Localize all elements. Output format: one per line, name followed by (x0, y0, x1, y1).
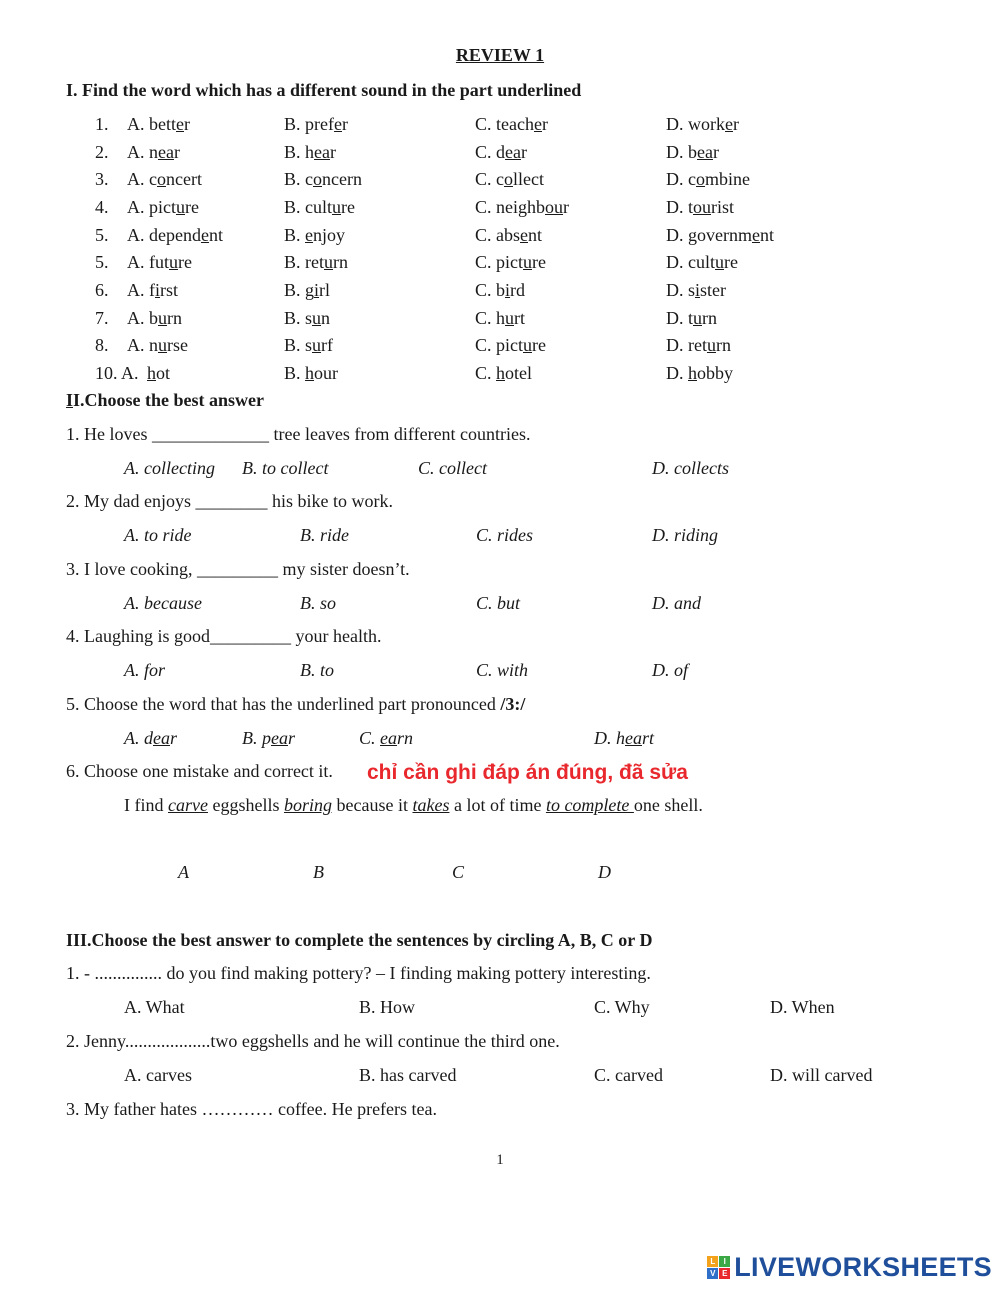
question-3-2: 2. Jenny...................two eggshells and he will continue the third one. (66, 1031, 560, 1051)
s1-row-8-option-c[interactable]: C. hurt (475, 308, 526, 328)
s1-row-number: 7. (95, 308, 109, 328)
question-3-1: 1. - ............... do you find making pottery? – I finding making pottery interesting. (66, 963, 651, 983)
s1-row-5-option-a[interactable]: A. dependent (127, 225, 223, 245)
question-2-3: 3. I love cooking, _________ my sister doesn’t. (66, 559, 410, 579)
s1-row-number: 5. (95, 252, 109, 272)
s1-row-6-option-c[interactable]: C. picture (475, 252, 546, 272)
q2-2-option-d[interactable]: D. riding (652, 525, 719, 545)
q2-2-option-b[interactable]: B. ride (300, 525, 349, 545)
page-title: REVIEW 1 (455, 45, 545, 65)
mistake-option-c[interactable]: takes (412, 795, 450, 815)
s1-row-3-option-c[interactable]: C. collect (475, 169, 544, 189)
q2-3-option-b[interactable]: B. so (300, 593, 336, 613)
s1-row-number: 6. (95, 280, 109, 300)
q3-2-option-b[interactable]: B. has carved (359, 1065, 457, 1085)
s1-row-1-option-c[interactable]: C. teacher (475, 114, 548, 134)
section-2-heading: II.Choose the best answer (66, 390, 265, 410)
s1-row-7-option-a[interactable]: A. first (127, 280, 179, 300)
q2-1-option-c[interactable]: C. collect (418, 458, 487, 478)
s1-row-2-option-d[interactable]: D. bear (666, 142, 719, 162)
q2-2-option-a[interactable]: A. to ride (124, 525, 192, 545)
question-2-4: 4. Laughing is good_________ your health. (66, 626, 382, 646)
s1-row-5-option-b[interactable]: B. enjoy (284, 225, 346, 245)
mistake-option-b[interactable]: boring (283, 795, 332, 815)
q2-4-option-c[interactable]: C. with (476, 660, 529, 680)
s1-row-number: 8. (95, 335, 109, 355)
s1-row-number: 5. (95, 225, 109, 245)
logo-tile-l: L (707, 1256, 718, 1267)
q3-1-option-b[interactable]: B. How (359, 997, 416, 1017)
s1-row-7-option-b[interactable]: B. girl (284, 280, 331, 300)
s1-row-5-option-c[interactable]: C. absent (475, 225, 543, 245)
logo-grid-icon (707, 1256, 730, 1279)
q2-3-option-a[interactable]: A. because (124, 593, 202, 613)
q2-1-option-d[interactable]: D. collects (652, 458, 729, 478)
q2-6-sentence: I find carve eggshells boring because it takes a lot of time to complete one shell. (124, 795, 703, 815)
q2-1-option-a[interactable]: A. collecting (124, 458, 215, 478)
q2-5-option-c[interactable]: C. earn (359, 728, 414, 748)
q2-6-label-c: C (452, 862, 465, 882)
s1-row-2-option-c[interactable]: C. dear (475, 142, 527, 162)
q2-4-option-b[interactable]: B. to (300, 660, 334, 680)
logo-wordmark: LIVEWORKSHEETS (734, 1252, 992, 1282)
page-number: 1 (496, 1152, 504, 1168)
s1-row-1-option-a[interactable]: A. better (127, 114, 190, 134)
q2-5-option-b[interactable]: B. pear (242, 728, 296, 748)
q2-1-option-b[interactable]: B. to collect (242, 458, 329, 478)
s1-row-2-option-b[interactable]: B. hear (284, 142, 336, 162)
s1-row-number: 1. (95, 114, 109, 134)
s1-row-9-option-a[interactable]: A. nurse (127, 335, 188, 355)
s1-row-4-option-c[interactable]: C. neighbour (475, 197, 569, 217)
q3-1-option-a[interactable]: A. What (124, 997, 185, 1017)
s1-row-4-option-d[interactable]: D. tourist (666, 197, 735, 217)
mistake-option-a[interactable]: carve (168, 795, 208, 815)
s1-row-7-option-c[interactable]: C. bird (475, 280, 526, 300)
answer-instruction-note: chỉ cần ghi đáp án đúng, đã sửa (367, 761, 688, 784)
q3-2-option-d[interactable]: D. will carved (770, 1065, 873, 1085)
question-3-3: 3. My father hates ………… coffee. He prefers tea. (66, 1099, 438, 1119)
s1-row-9-option-b[interactable]: B. surf (284, 335, 334, 355)
s1-row-7-option-d[interactable]: D. sister (666, 280, 727, 300)
q2-3-option-d[interactable]: D. and (652, 593, 701, 613)
s1-row-8-option-a[interactable]: A. burn (127, 308, 182, 328)
s1-row-10-option-b[interactable]: B. hour (284, 363, 339, 383)
section-1-heading: I. Find the word which has a different sound in the part underlined (66, 80, 582, 100)
s1-row-1-option-d[interactable]: D. worker (666, 114, 739, 134)
q2-6-label-d: D (598, 862, 611, 882)
q2-2-option-c[interactable]: C. rides (476, 525, 534, 545)
q3-2-option-a[interactable]: A. carves (124, 1065, 192, 1085)
q3-2-option-c[interactable]: C. carved (594, 1065, 663, 1085)
s1-row-6-option-b[interactable]: B. return (284, 252, 348, 272)
s1-row-3-option-a[interactable]: A. concert (127, 169, 202, 189)
question-2-6: 6. Choose one mistake and correct it. (66, 761, 333, 781)
q2-4-option-a[interactable]: A. for (124, 660, 166, 680)
q2-5-option-d[interactable]: D. heart (594, 728, 655, 748)
section-3-heading: III.Choose the best answer to complete the sentences by circling A, B, C or D (66, 930, 653, 950)
s1-row-4-option-a[interactable]: A. picture (127, 197, 199, 217)
mistake-option-d[interactable]: to complete (545, 795, 634, 815)
question-2-5: 5. Choose the word that has the underlined part pronounced /3:/ (66, 694, 526, 714)
s1-row-9-option-d[interactable]: D. return (666, 335, 731, 355)
q2-6-label-b: B (313, 862, 324, 882)
s1-row-1-option-b[interactable]: B. prefer (284, 114, 348, 134)
q3-1-option-c[interactable]: C. Why (594, 997, 650, 1017)
s1-row-10-option-c[interactable]: C. hotel (475, 363, 533, 383)
s1-row-9-option-c[interactable]: C. picture (475, 335, 546, 355)
s1-row-6-option-a[interactable]: A. future (127, 252, 192, 272)
q3-1-option-d[interactable]: D. When (770, 997, 835, 1017)
question-2-2: 2. My dad enjoys ________ his bike to work. (66, 491, 393, 511)
s1-row-10-option-d[interactable]: D. hobby (666, 363, 733, 383)
q2-6-label-a: A (178, 862, 189, 882)
s1-row-number: 4. (95, 197, 109, 217)
s1-row-number: 2. (95, 142, 109, 162)
s1-row-number: 10. A. (95, 363, 139, 383)
s1-row-8-option-d[interactable]: D. turn (666, 308, 717, 328)
logo-tile-v: V (707, 1268, 718, 1279)
s1-row-5-option-d[interactable]: D. government (666, 225, 774, 245)
s1-row-6-option-d[interactable]: D. culture (666, 252, 738, 272)
q2-5-option-a[interactable]: A. dear (124, 728, 178, 748)
liveworksheets-logo (707, 1254, 992, 1281)
s1-row-8-option-b[interactable]: B. sun (284, 308, 331, 328)
logo-tile-e: E (719, 1268, 730, 1279)
s1-row-2-option-a[interactable]: A. near (127, 142, 180, 162)
s1-row-3-option-d[interactable]: D. combine (666, 169, 750, 189)
logo-tile-i: I (719, 1256, 730, 1267)
question-2-1: 1. He loves _____________ tree leaves from different countries. (66, 424, 531, 444)
q2-3-option-c[interactable]: C. but (476, 593, 521, 613)
s1-row-3-option-b[interactable]: B. concern (284, 169, 362, 189)
s1-row-number: 3. (95, 169, 109, 189)
s1-row-4-option-b[interactable]: B. culture (284, 197, 355, 217)
q2-4-option-d[interactable]: D. of (652, 660, 688, 680)
s1-row-10-option-a[interactable]: hot (147, 363, 171, 383)
